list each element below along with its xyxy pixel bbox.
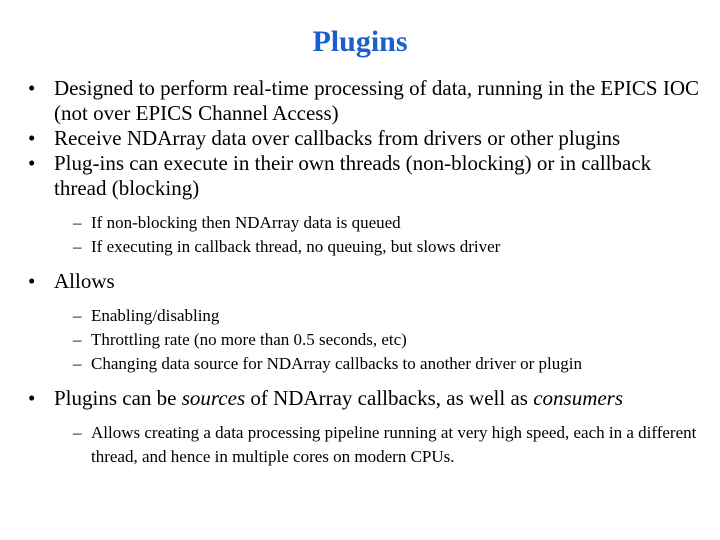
bullet-emphasis-consumers: consumers xyxy=(533,386,624,410)
sub-bullet-text: Changing data source for NDArray callbacks to another driver or plugin xyxy=(91,354,582,373)
sub-bullet-text: If executing in callback thread, no queuing, but slows driver xyxy=(91,237,501,256)
bullet-icon: • xyxy=(28,76,36,100)
slide-content xyxy=(28,76,700,469)
bullet-icon: • xyxy=(28,386,36,410)
bullet-icon: • xyxy=(28,269,36,293)
slide-title: Plugins xyxy=(312,25,408,58)
sub-bullet-text: Enabling/disabling xyxy=(91,306,220,325)
dash-icon: – xyxy=(73,306,82,325)
bullet-text-part: of NDArray callbacks, as well as xyxy=(245,386,534,410)
sub-bullet-text: Throttling rate (no more than 0.5 seconds, etc) xyxy=(91,330,407,349)
bullet-icon: • xyxy=(28,126,36,150)
bullet-point xyxy=(28,269,700,294)
bullet-text: Receive NDArray data over callbacks from drivers or other plugins xyxy=(54,126,621,150)
bullet-point xyxy=(28,151,700,201)
bullet-text: Plug-ins can execute in their own threads (non-blocking) or in callback thread (blocking) xyxy=(54,151,652,200)
sub-bullet-point xyxy=(28,421,700,469)
sub-bullet-text: Allows creating a data processing pipeline running at very high speed, each in a different thread, and hence in multiple cores on modern CPUs. xyxy=(91,423,697,466)
bullet-emphasis-sources: sources xyxy=(181,386,246,410)
bullet-text: Allows xyxy=(54,269,115,293)
sub-bullet-list xyxy=(28,294,700,386)
sub-bullet-point xyxy=(28,328,700,352)
bullet-point xyxy=(28,126,700,151)
sub-bullet-point xyxy=(28,304,700,328)
bullet-text: Designed to perform real-time processing of data, running in the EPICS IOC (not over EPICS Channel Access) xyxy=(54,76,700,125)
dash-icon: – xyxy=(73,213,82,232)
sub-bullet-list xyxy=(28,201,700,269)
dash-icon: – xyxy=(73,237,82,256)
dash-icon: – xyxy=(73,354,82,373)
sub-bullet-point xyxy=(28,352,700,376)
sub-bullet-text: If non-blocking then NDArray data is queued xyxy=(91,213,401,232)
bullet-text-part: Plugins can be xyxy=(54,386,182,410)
bullet-icon: • xyxy=(28,151,36,175)
bullet-point xyxy=(28,386,700,411)
dash-icon: – xyxy=(73,330,82,349)
sub-bullet-list xyxy=(28,411,700,469)
bullet-point xyxy=(28,76,700,126)
sub-bullet-point xyxy=(28,211,700,235)
dash-icon: – xyxy=(73,423,82,442)
sub-bullet-point xyxy=(28,235,700,259)
